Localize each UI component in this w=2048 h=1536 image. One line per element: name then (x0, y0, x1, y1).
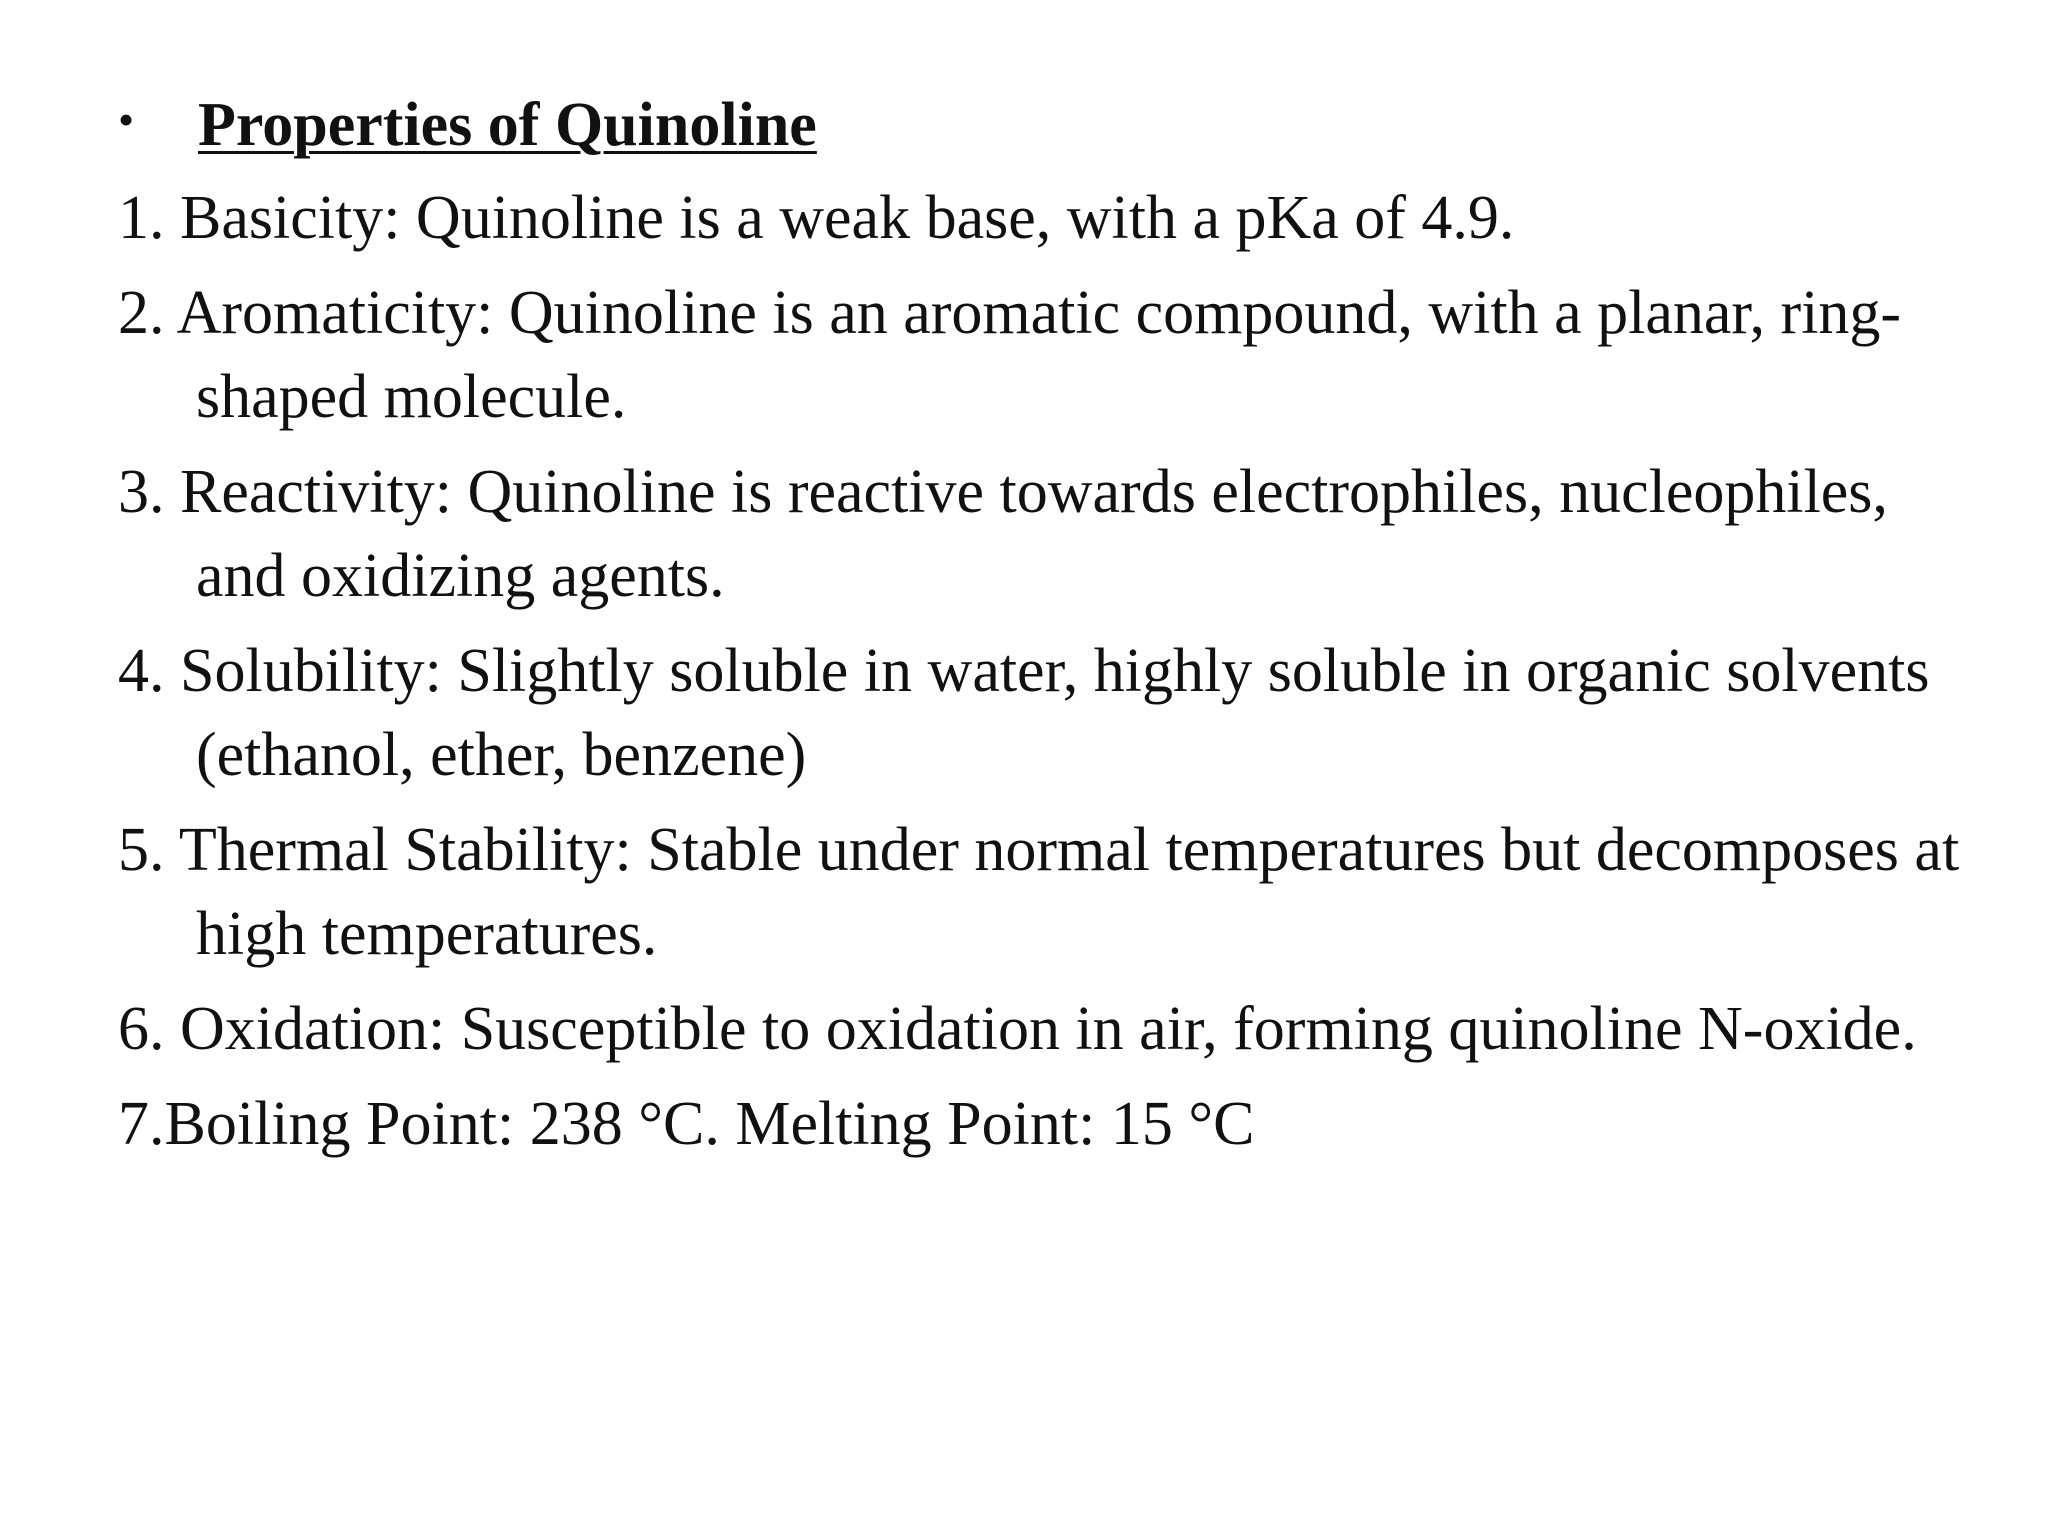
item-text: Solubility: Slightly soluble in water, highly soluble in organic solvents (ethanol, ether, benzene) (180, 637, 1930, 789)
properties-list (118, 176, 1968, 1177)
item-number: 6. (118, 995, 165, 1063)
item-number: 4. (118, 637, 165, 705)
list-item (118, 450, 1968, 618)
item-text: Basicity: Quinoline is a weak base, with a pKa of 4.9. (180, 184, 1515, 252)
list-item (118, 987, 1968, 1071)
list-item (118, 271, 1968, 439)
item-text: Thermal Stability: Stable under normal temperatures but decomposes at high temperatures. (178, 816, 1960, 968)
item-number: 5. (118, 816, 165, 884)
item-number: 1. (118, 184, 165, 252)
item-number: 7. (118, 1090, 165, 1158)
item-text: Oxidation: Susceptible to oxidation in air, forming quinoline N-oxide. (180, 995, 1917, 1063)
item-number: 3. (118, 458, 165, 526)
item-text: Aromaticity: Quinoline is an aromatic compound, with a planar, ring-shaped molecule. (176, 279, 1902, 431)
heading-row (118, 88, 817, 162)
list-item (118, 1082, 1968, 1166)
item-text: Reactivity: Quinoline is reactive towards electrophiles, nucleophiles, and oxidizing agents. (180, 458, 1888, 610)
slide-heading: Properties of Quinoline (198, 91, 817, 159)
list-item (118, 176, 1968, 260)
item-number: 2. (118, 279, 165, 347)
list-item (118, 808, 1968, 976)
item-text: Boiling Point: 238 °C. Melting Point: 15 °C (164, 1090, 1255, 1158)
bullet-icon: • (118, 94, 135, 145)
list-item (118, 629, 1968, 797)
